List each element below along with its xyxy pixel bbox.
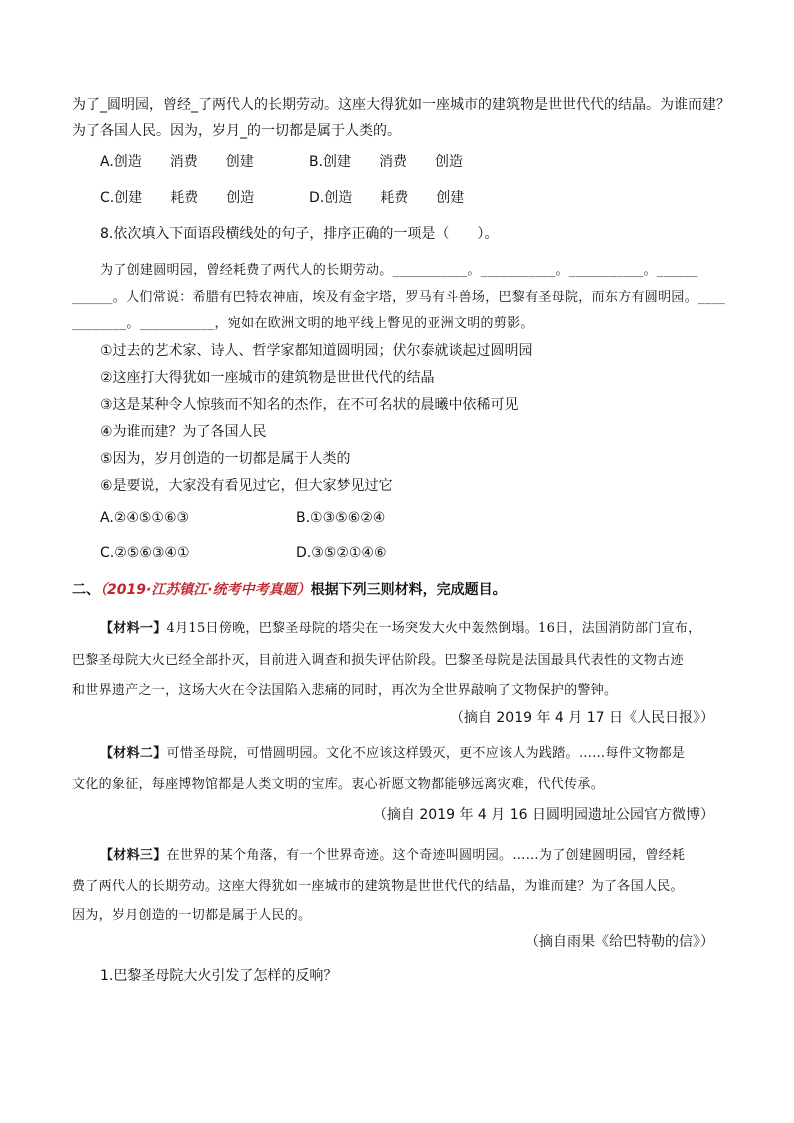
material2-citation: （摘自 2019 年 4 月 16 日圆明园遗址公园官方微博） <box>372 807 714 823</box>
q7-option-a: A.创造 消费 创建 <box>100 154 254 170</box>
material3-label: 【材料三】 <box>100 848 167 863</box>
q8-item-6: ⑥是要说，大家没有看见过它，但大家梦见过它 <box>100 478 393 494</box>
section2-source: （2019·江苏镇江·统考中考真题） <box>100 582 311 598</box>
material3-citation: （摘自雨果《给巴特勒的信》） <box>525 934 714 950</box>
q8-item-1: ①过去的艺术家、诗人、哲学家都知道圆明园；伏尔泰就谈起过圆明园 <box>100 343 533 359</box>
q8-item-2: ②这座打大得犹如一座城市的建筑物是世世代代的结晶 <box>100 370 435 386</box>
material1-citation: （摘自 2019 年 4 月 17 日《人民日报》） <box>449 710 714 726</box>
section2-heading <box>72 580 507 600</box>
q8-option-d: D.③⑤②①④⑥ <box>296 545 387 561</box>
q8-passage-line2: ______。人们常说：希腊有巴特农神庙，埃及有金字塔，罗马有斗兽场，巴黎有圣母院，而东方有圆明园。____ <box>72 290 726 305</box>
section2-instruction: 根据下列三则材料，完成题目。 <box>310 582 507 598</box>
q8-item-4: ④为谁而建？为了各国人民 <box>100 424 267 440</box>
material1-line3: 和世界遗产之一，这场大火在令法国陷入悲痛的同时，再次为全世界敲响了文物保护的警钟。 <box>72 683 618 698</box>
material3-line3: 因为，岁月创造的一切都是属于人民的。 <box>72 908 312 923</box>
material1-text1: 4月15日傍晚，巴黎圣母院的塔尖在一场突发大火中轰然倒塌。16日，法国消防部门宣布， <box>166 621 702 636</box>
material3-text1: 在世界的某个角落，有一个世界奇迹。这个奇迹叫圆明园。……为了创建圆明园，曾经耗 <box>166 848 686 863</box>
q8-item-3: ③这是某种令人惊骇而不知名的杰作，在不可名状的晨曦中依稀可见 <box>100 397 519 413</box>
q8-passage-line1: 为了创建圆明园，曾经耗费了两代人的长期劳动。___________。___________。___________。______ <box>100 263 698 278</box>
question-1: 1.巴黎圣母院大火引发了怎样的反响？ <box>100 968 338 984</box>
section2-number: 二、 <box>72 582 100 598</box>
q8-option-c: C.②⑤⑥③④① <box>100 545 190 561</box>
material3-line2: 费了两代人的长期劳动。这座大得犹如一座城市的建筑物是世世代代的结晶，为谁而建？为了各国人民。 <box>72 879 684 894</box>
q7-stem-line2: 为了各国人民。因为，岁月_的一切都是属于人类的。 <box>72 123 401 139</box>
q8-passage-line3: ________。___________，宛如在欧洲文明的地平线上瞥见的亚洲文明的剪影。 <box>72 316 534 331</box>
material3-line1 <box>100 846 685 866</box>
material1-line1 <box>100 619 701 639</box>
q7-option-b: B.创建 消费 创造 <box>309 154 464 170</box>
q7-stem-line1: 为了_圆明园，曾经_了两代人的长期劳动。这座大得犹如一座城市的建筑物是世世代代的结晶。为谁而建？ <box>72 97 730 113</box>
material2-line2: 文化的象征，每座博物馆都是人类文明的宝库。衷心祈愿文物都能够远离灾难，代代传承。 <box>72 777 605 792</box>
q8-option-a: A.②④⑤①⑥③ <box>100 510 190 526</box>
material1-line2: 巴黎圣母院大火已经全部扑灭，目前进入调查和损失评估阶段。巴黎圣母院是法国最具代表性的文物古迹 <box>72 653 684 668</box>
q8-item-5: ⑤因为，岁月创造的一切都是属于人类的 <box>100 451 351 467</box>
material1-label: 【材料一】 <box>100 621 167 636</box>
material2-line1 <box>100 744 685 764</box>
material2-text1: 可惜圣母院，可惜圆明园。文化不应该这样毁灭，更不应该人为践踏。……每件文物都是 <box>166 746 686 761</box>
q8-option-b: B.①③⑤⑥②④ <box>296 510 386 526</box>
q7-option-c: C.创建 耗费 创造 <box>100 190 255 206</box>
q8-title: 8.依次填入下面语段横线处的句子，排序正确的一项是（ ）。 <box>100 226 499 242</box>
material2-label: 【材料二】 <box>100 746 167 761</box>
q7-option-d: D.创造 耗费 创建 <box>309 190 465 206</box>
